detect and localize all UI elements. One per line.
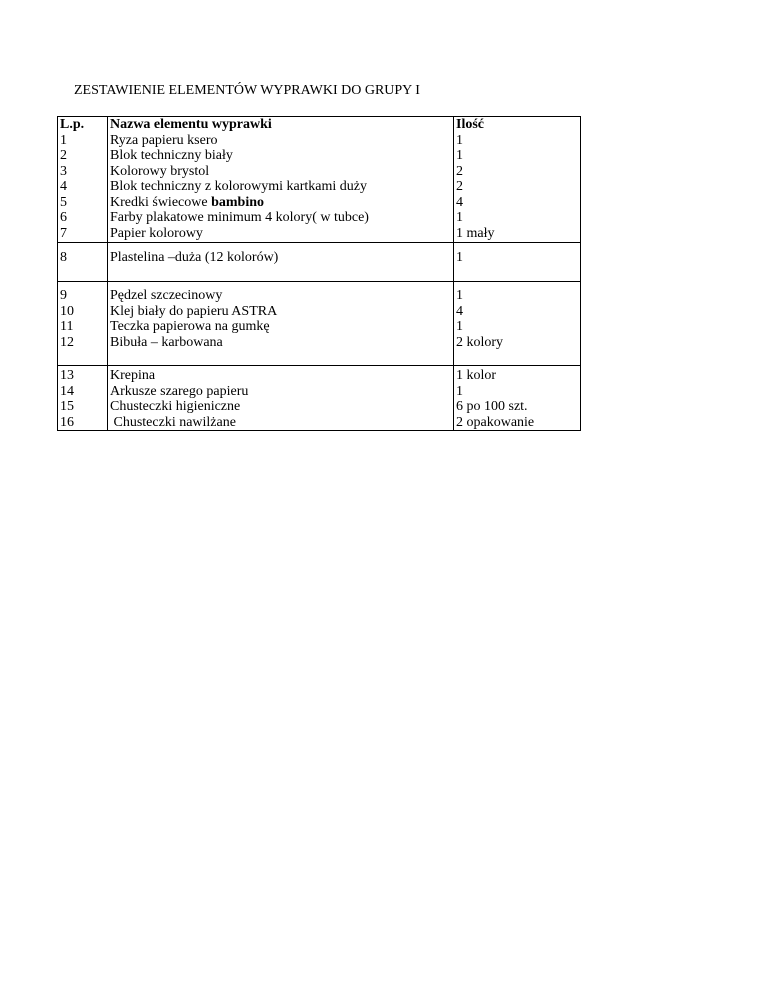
item-name: Pędzel szczecinowy bbox=[110, 288, 223, 303]
table-row-group-2 bbox=[58, 243, 581, 282]
item-name: Bibuła – karbowana bbox=[110, 334, 223, 350]
qty-column-cell bbox=[454, 117, 581, 243]
item-qty: 1 bbox=[456, 288, 463, 303]
name-column-cell bbox=[108, 243, 454, 282]
item-name: Chusteczki nawilżane bbox=[110, 414, 236, 430]
items-table bbox=[57, 116, 581, 431]
qty-column-cell bbox=[454, 243, 581, 282]
num-column-cell bbox=[58, 243, 108, 282]
item-qty: 1 bbox=[456, 250, 463, 265]
item-qty: 2 opakowanie bbox=[456, 414, 535, 430]
item-qty: 1 bbox=[456, 132, 463, 148]
num-header: L.p. bbox=[60, 117, 85, 132]
item-qty: 6 po 100 szt. bbox=[456, 399, 528, 414]
item-name: Plastelina –duża (12 kolorów) bbox=[110, 250, 279, 265]
item-qty: 2 bbox=[456, 163, 463, 179]
item-name-bold: bambino bbox=[211, 194, 264, 210]
item-num: 13 bbox=[60, 368, 74, 383]
item-num: 3 bbox=[60, 163, 67, 179]
item-num: 7 bbox=[60, 225, 67, 241]
item-qty: 4 bbox=[456, 303, 463, 319]
table-row-group-1 bbox=[58, 117, 581, 243]
qty-column-cell bbox=[454, 366, 581, 431]
item-name: Klej biały do papieru ASTRA bbox=[110, 303, 278, 319]
item-name: Kredki świecowe bbox=[110, 194, 212, 210]
item-name-mixed bbox=[110, 195, 451, 211]
item-num: 10 bbox=[60, 303, 74, 319]
qty-column-cell bbox=[454, 282, 581, 366]
name-column-cell bbox=[108, 117, 454, 243]
item-name: Farby plakatowe minimum 4 kolory( w tubce) bbox=[110, 210, 369, 225]
item-name: Arkusze szarego papieru bbox=[110, 383, 249, 399]
item-name: Teczka papierowa na gumkę bbox=[110, 319, 270, 334]
name-column-cell bbox=[108, 366, 454, 431]
item-num: 11 bbox=[60, 319, 74, 334]
item-num: 9 bbox=[60, 288, 67, 303]
num-column-cell bbox=[58, 117, 108, 243]
item-name: Blok techniczny biały bbox=[110, 148, 233, 163]
item-num: 4 bbox=[60, 179, 67, 194]
item-name: Chusteczki higieniczne bbox=[110, 399, 241, 414]
item-name: Papier kolorowy bbox=[110, 225, 203, 241]
table-row-group-3 bbox=[58, 282, 581, 366]
item-name: Ryza papieru ksero bbox=[110, 132, 218, 148]
item-num: 15 bbox=[60, 399, 74, 414]
item-qty: 1 bbox=[456, 148, 463, 163]
name-column-cell bbox=[108, 282, 454, 366]
item-qty: 2 kolory bbox=[456, 334, 504, 350]
num-column-cell bbox=[58, 282, 108, 366]
item-num: 5 bbox=[60, 194, 67, 210]
item-qty: 1 bbox=[456, 210, 463, 225]
item-qty: 1 mały bbox=[456, 225, 495, 241]
item-name: Krepina bbox=[110, 368, 156, 383]
item-qty: 4 bbox=[456, 194, 463, 210]
item-num: 12 bbox=[60, 334, 74, 350]
item-num: 1 bbox=[60, 132, 67, 148]
item-name: Blok techniczny z kolorowymi kartkami duży bbox=[110, 179, 367, 194]
item-num: 14 bbox=[60, 383, 74, 399]
item-num: 6 bbox=[60, 210, 67, 225]
item-qty: 1 bbox=[456, 383, 463, 399]
item-num: 16 bbox=[60, 414, 74, 430]
item-qty: 1 bbox=[456, 319, 463, 334]
num-column-cell bbox=[58, 366, 108, 431]
item-qty: 1 kolor bbox=[456, 368, 497, 383]
page-title: ZESTAWIENIE ELEMENTÓW WYPRAWKI DO GRUPY I bbox=[74, 83, 420, 98]
qty-header: Ilość bbox=[456, 117, 484, 132]
name-header: Nazwa elementu wyprawki bbox=[110, 117, 272, 132]
item-num: 8 bbox=[60, 250, 67, 265]
item-num: 2 bbox=[60, 148, 67, 163]
table-row-group-4 bbox=[58, 366, 581, 431]
item-qty: 2 bbox=[456, 179, 463, 194]
item-name: Kolorowy brystol bbox=[110, 163, 210, 179]
